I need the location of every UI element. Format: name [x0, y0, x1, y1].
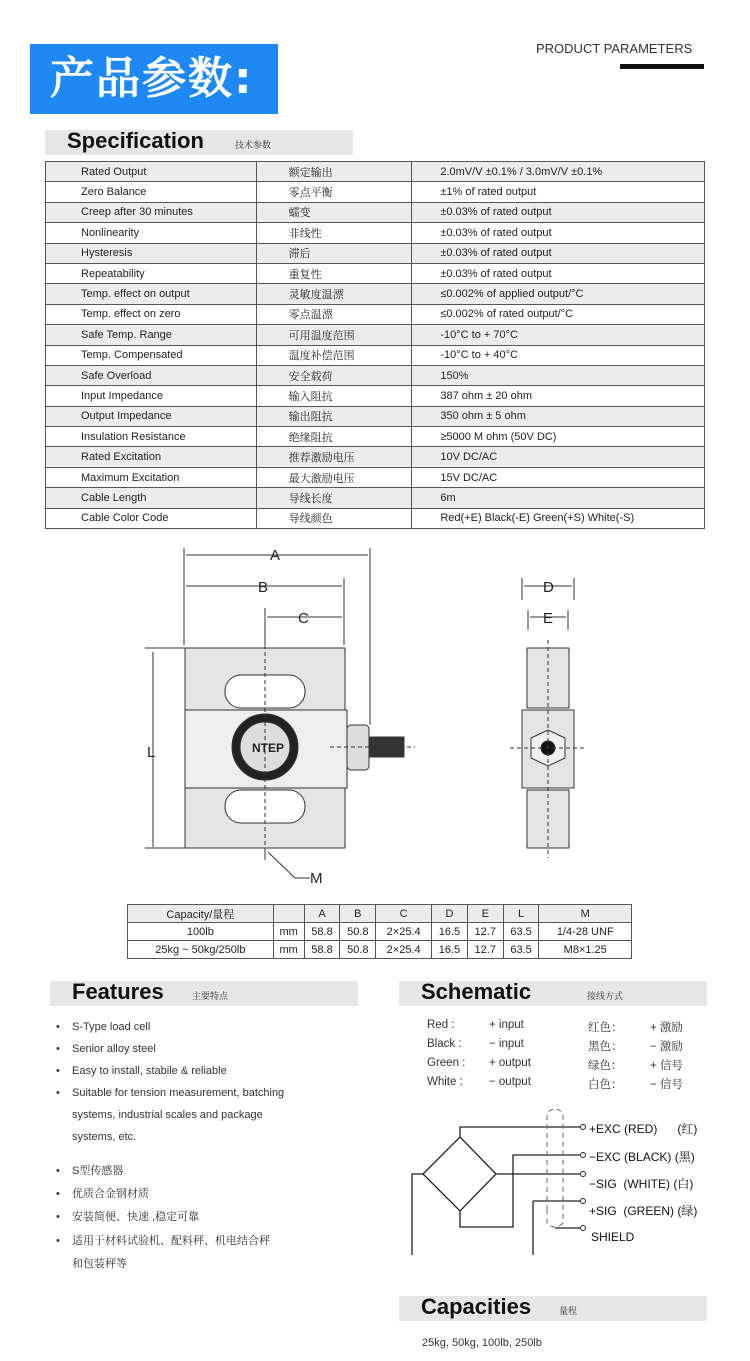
features-header — [50, 981, 358, 1006]
spec-name-zh: 推荐激励电压 — [256, 447, 412, 467]
table-cell: 12.7 — [467, 923, 503, 941]
spec-value: -10°C to + 40°C — [412, 345, 705, 365]
spec-name: Creep after 30 minutes — [46, 202, 257, 222]
table-cell: 58.8 — [304, 941, 340, 959]
spec-row — [46, 345, 705, 365]
wire-label: −EXC (BLACK) (黑) — [589, 1150, 695, 1164]
feature-text: 适用于材料试验机、配料秤、机电结合秤 — [72, 1235, 270, 1247]
column-header: Capacity/量程 — [128, 905, 274, 923]
wire-label: +SIG (GREEN) (绿) — [589, 1204, 698, 1218]
spec-name-zh: 可用温度范围 — [256, 325, 412, 345]
section-subtitle: 量程 — [559, 1307, 578, 1317]
wire-legend-text: Green : — [427, 1057, 466, 1069]
wire-legend-text: − output — [489, 1076, 531, 1088]
spec-value: ≥5000 M ohm (50V DC) — [412, 427, 705, 447]
wire-legend-text: 白色： — [588, 1079, 623, 1091]
bridge-circuit-diagram — [400, 1105, 600, 1255]
wire-legend-text: + output — [489, 1057, 531, 1069]
table-cell: 2×25.4 — [376, 941, 432, 959]
column-header: M — [539, 905, 632, 923]
table-cell: 2×25.4 — [376, 923, 432, 941]
capacities-header — [399, 1296, 707, 1321]
bullet-icon: • — [56, 1065, 60, 1077]
section-title: Features — [72, 979, 164, 1004]
schematic-header — [399, 981, 707, 1006]
spec-row — [46, 223, 705, 243]
spec-value: ≤0.002% of applied output/°C — [412, 284, 705, 304]
table-cell: 16.5 — [432, 923, 468, 941]
spec-row — [46, 182, 705, 202]
spec-name-zh: 蠕变 — [256, 202, 412, 222]
bullet-icon: • — [56, 1087, 60, 1099]
spec-name-zh: 输入阻抗 — [256, 386, 412, 406]
table-cell: mm — [273, 923, 304, 941]
spec-name-zh: 灵敏度温漂 — [256, 284, 412, 304]
column-header: C — [376, 905, 432, 923]
bullet-icon: • — [56, 1043, 60, 1055]
table-cell: 63.5 — [503, 923, 539, 941]
spec-row — [46, 447, 705, 467]
spec-row — [46, 304, 705, 324]
spec-row — [46, 406, 705, 426]
feature-item-zh — [56, 1230, 270, 1252]
page-subtitle: PRODUCT PARAMETERS — [536, 41, 693, 56]
spec-name-zh: 滞后 — [256, 243, 412, 263]
table-cell: 63.5 — [503, 941, 539, 959]
bullet-icon: • — [56, 1021, 60, 1033]
spec-name: Rated Output — [46, 162, 257, 182]
section-title: Specification — [67, 128, 204, 153]
column-header: D — [432, 905, 468, 923]
table-row — [128, 923, 632, 941]
section-subtitle: 主要特点 — [192, 992, 229, 1002]
spec-name-zh: 导线长度 — [256, 488, 412, 508]
spec-row — [46, 243, 705, 263]
feature-item — [56, 1060, 227, 1082]
feature-text: S型传感器 — [72, 1165, 124, 1177]
spec-name-zh: 零点平衡 — [256, 182, 412, 202]
dim-label-b: B — [258, 579, 269, 596]
column-header: B — [340, 905, 376, 923]
table-cell: 12.7 — [467, 941, 503, 959]
spec-name: Input Impedance — [46, 386, 257, 406]
section-subtitle: 技术参数 — [235, 141, 272, 151]
wire-legend-text: White : — [427, 1076, 463, 1088]
column-header: E — [467, 905, 503, 923]
wire-legend-text: + input — [489, 1019, 524, 1031]
section-title: Capacities — [421, 1294, 532, 1319]
feature-item-zh — [56, 1206, 199, 1228]
spec-row — [46, 488, 705, 508]
feature-text: 和包装秤等 — [72, 1258, 127, 1270]
feature-item — [56, 1038, 156, 1060]
spec-name: Repeatability — [46, 263, 257, 283]
load-cell-drawing — [140, 540, 600, 890]
wire-legend-text: − input — [489, 1038, 524, 1050]
spec-name: Temp. effect on zero — [46, 304, 257, 324]
dim-label-c: C — [298, 610, 309, 627]
dim-label-m: M — [310, 870, 323, 887]
spec-row — [46, 386, 705, 406]
spec-value: Red(+E) Black(-E) Green(+S) White(-S) — [412, 508, 705, 528]
spec-value: 387 ohm ± 20 ohm — [412, 386, 705, 406]
spec-name-zh: 导线颜色 — [256, 508, 412, 528]
table-cell: 58.8 — [304, 923, 340, 941]
section-title: Schematic — [421, 979, 532, 1004]
spec-value: 6m — [412, 488, 705, 508]
table-cell: 16.5 — [432, 941, 468, 959]
table-cell: mm — [273, 941, 304, 959]
wire-legend-text: + 激励 — [650, 1022, 683, 1034]
wire-label: SHIELD — [591, 1230, 635, 1244]
spec-name: Safe Overload — [46, 365, 257, 385]
spec-value: 2.0mV/V ±0.1% / 3.0mV/V ±0.1% — [412, 162, 705, 182]
spec-value: 150% — [412, 365, 705, 385]
spec-value: ±0.03% of rated output — [412, 243, 705, 263]
dim-label-d: D — [543, 579, 554, 596]
capacities-list: 25kg, 50kg, 100lb, 250lb — [422, 1337, 542, 1349]
spec-name: Zero Balance — [46, 182, 257, 202]
spec-name-zh: 额定输出 — [256, 162, 412, 182]
section-subtitle: 接线方式 — [587, 992, 624, 1002]
table-cell: 50.8 — [340, 941, 376, 959]
spec-name-zh: 绝缘阻抗 — [256, 427, 412, 447]
wire-label: −SIG (WHITE) (白) — [589, 1177, 694, 1191]
spec-name-zh: 重复性 — [256, 263, 412, 283]
spec-value: 10V DC/AC — [412, 447, 705, 467]
feature-text: 安装简便、快速 ,稳定可靠 — [72, 1211, 200, 1223]
spec-row — [46, 325, 705, 345]
spec-value: -10°C to + 70°C — [412, 325, 705, 345]
feature-text: systems, industrial scales and package — [72, 1109, 263, 1121]
column-header — [273, 905, 304, 923]
spec-value: 350 ohm ± 5 ohm — [412, 406, 705, 426]
feature-item — [56, 1126, 136, 1148]
spec-name: Cable Length — [46, 488, 257, 508]
dimensions-table — [127, 904, 632, 959]
spec-row — [46, 284, 705, 304]
spec-value: ≤0.002% of rated output/°C — [412, 304, 705, 324]
spec-row — [46, 365, 705, 385]
spec-row — [46, 508, 705, 528]
table-row — [128, 941, 632, 959]
spec-name: Cable Color Code — [46, 508, 257, 528]
wire-legend-text: + 信号 — [650, 1060, 683, 1072]
wire-legend-text: Red : — [427, 1019, 455, 1031]
table-cell: 25kg ~ 50kg/250lb — [128, 941, 274, 959]
specification-table — [45, 161, 705, 529]
spec-row — [46, 427, 705, 447]
specification-header — [45, 130, 353, 155]
spec-name: Rated Excitation — [46, 447, 257, 467]
feature-text: Easy to install, stabile & reliable — [72, 1065, 227, 1077]
feature-text: Senior alloy steel — [72, 1043, 156, 1055]
spec-name: Temp. Compensated — [46, 345, 257, 365]
feature-text: 优质合金钢材质 — [72, 1188, 149, 1200]
column-header: L — [503, 905, 539, 923]
feature-text: Suitable for tension measurement, batching — [72, 1087, 285, 1099]
feature-item — [56, 1016, 150, 1038]
spec-value: ±0.03% of rated output — [412, 202, 705, 222]
spec-row — [46, 162, 705, 182]
spec-name: Maximum Excitation — [46, 467, 257, 487]
spec-row — [46, 263, 705, 283]
spec-name: Nonlinearity — [46, 223, 257, 243]
feature-item — [56, 1082, 284, 1104]
dim-label-l: L — [147, 744, 156, 761]
bullet-icon: • — [56, 1235, 60, 1247]
wire-legend-text: − 激励 — [650, 1041, 683, 1053]
dim-label-a: A — [270, 547, 281, 564]
page-title: 产品参数: — [30, 44, 278, 114]
table-cell: 50.8 — [340, 923, 376, 941]
spec-name-zh: 最大激励电压 — [256, 467, 412, 487]
spec-value: ±0.03% of rated output — [412, 263, 705, 283]
spec-name: Insulation Resistance — [46, 427, 257, 447]
feature-text: S-Type load cell — [72, 1021, 151, 1033]
spec-value: ±0.03% of rated output — [412, 223, 705, 243]
table-cell: 1/4-28 UNF — [539, 923, 632, 941]
bullet-icon: • — [56, 1188, 60, 1200]
dim-label-e: E — [543, 610, 554, 627]
spec-value: ±1% of rated output — [412, 182, 705, 202]
ntep-logo: NTEP — [252, 741, 285, 755]
bullet-icon: • — [56, 1165, 60, 1177]
bullet-icon: • — [56, 1211, 60, 1223]
feature-item — [56, 1104, 263, 1126]
subtitle-underline — [620, 64, 704, 69]
spec-name-zh: 安全载荷 — [256, 365, 412, 385]
spec-value: 15V DC/AC — [412, 467, 705, 487]
table-cell: M8×1.25 — [539, 941, 632, 959]
spec-name-zh: 非线性 — [256, 223, 412, 243]
wire-legend-text: 红色： — [588, 1022, 623, 1034]
column-header: A — [304, 905, 340, 923]
dimensions-header-row — [128, 905, 632, 923]
feature-item-zh — [56, 1253, 127, 1275]
spec-name: Hysteresis — [46, 243, 257, 263]
spec-name-zh: 输出阻抗 — [256, 406, 412, 426]
wire-legend-text: 绿色： — [588, 1060, 623, 1072]
spec-name: Safe Temp. Range — [46, 325, 257, 345]
feature-text: systems, etc. — [72, 1131, 137, 1143]
wire-legend-text: Black : — [427, 1038, 462, 1050]
feature-item-zh — [56, 1183, 149, 1205]
wire-legend-text: − 信号 — [650, 1079, 683, 1091]
wire-legend-text: 黑色： — [588, 1041, 623, 1053]
feature-item-zh — [56, 1160, 123, 1182]
table-cell: 100lb — [128, 923, 274, 941]
spec-name-zh: 零点温漂 — [256, 304, 412, 324]
wire-label: +EXC (RED) (红) — [589, 1122, 698, 1136]
spec-row — [46, 467, 705, 487]
spec-name: Temp. effect on output — [46, 284, 257, 304]
spec-row — [46, 202, 705, 222]
spec-name: Output Impedance — [46, 406, 257, 426]
spec-name-zh: 温度补偿范围 — [256, 345, 412, 365]
